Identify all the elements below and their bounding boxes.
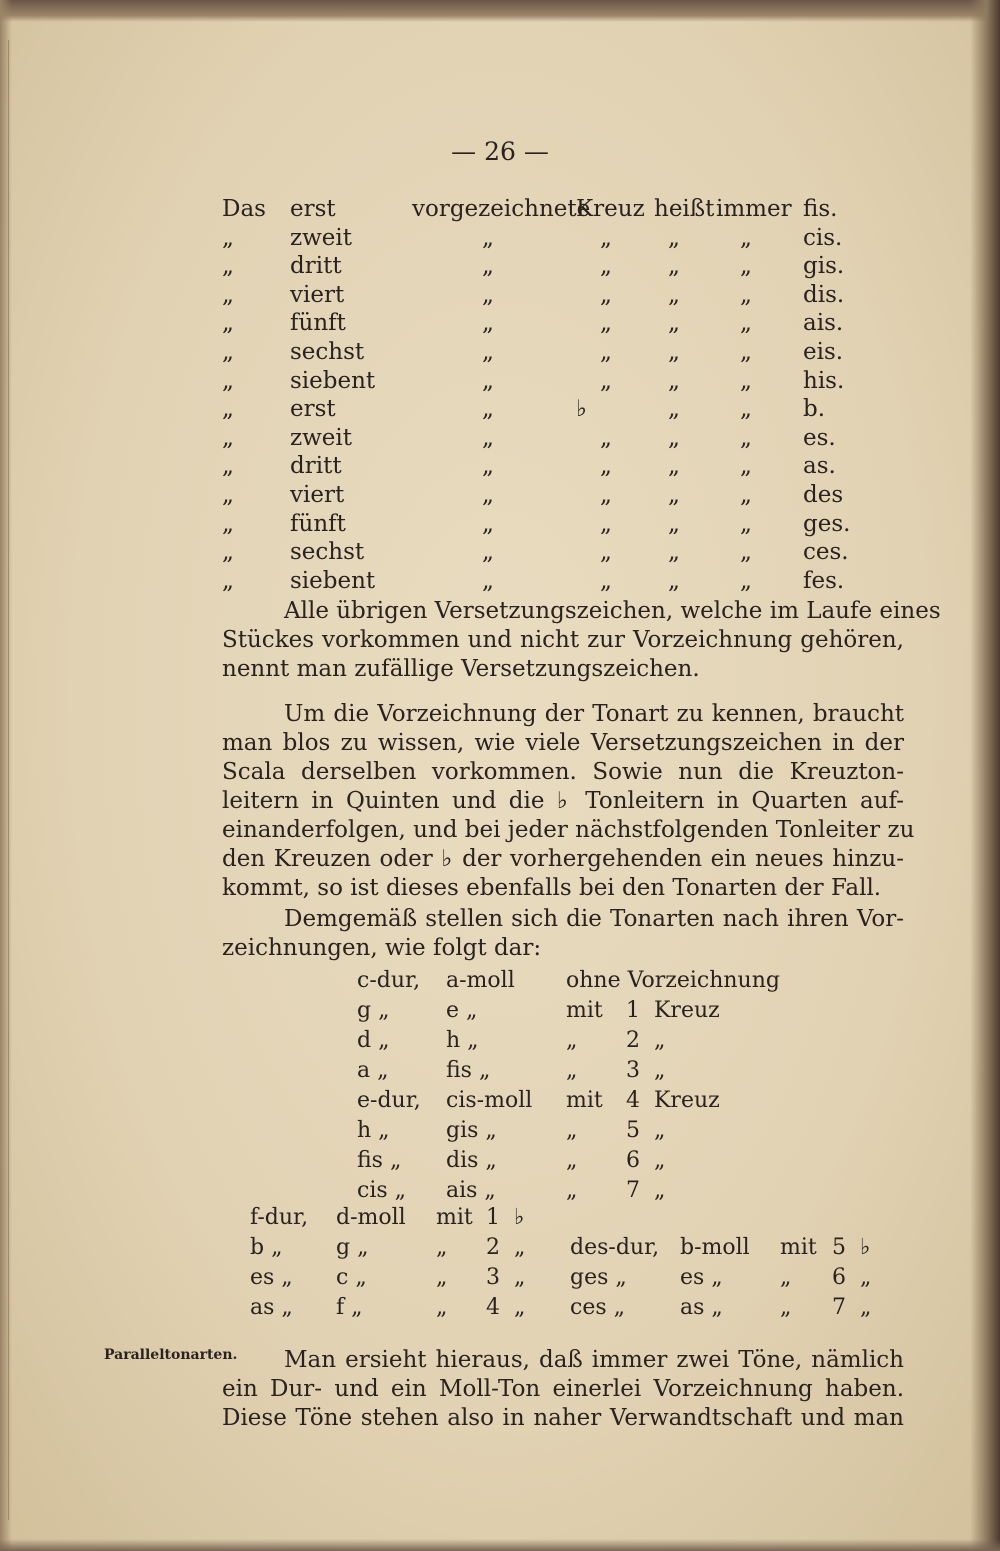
key-row-cell: „ bbox=[668, 281, 680, 308]
key-row-cell: „ bbox=[668, 396, 680, 423]
table-cell: „ bbox=[654, 1028, 666, 1053]
key-row-cell: dritt bbox=[290, 253, 342, 280]
table-cell: 2 bbox=[626, 1028, 640, 1053]
key-row-cell: „ bbox=[600, 310, 612, 337]
key-row-cell: „ bbox=[222, 224, 234, 251]
key-row-cell: „ bbox=[668, 482, 680, 508]
table-cell: „ bbox=[566, 1028, 578, 1053]
table-cell: g „ bbox=[336, 1235, 369, 1260]
table-cell: „ bbox=[514, 1295, 526, 1320]
key-row-cell: „ bbox=[482, 539, 494, 566]
key-row-cell: „ bbox=[482, 424, 494, 451]
key-row-cell: Kreuz bbox=[576, 196, 645, 222]
table-cell: cis-moll bbox=[446, 1088, 533, 1113]
key-row-cell: erst bbox=[290, 396, 336, 423]
table-cell: ♭ bbox=[860, 1235, 871, 1260]
key-row-cell: „ bbox=[222, 310, 234, 337]
key-row-cell: dis. bbox=[803, 281, 845, 308]
key-row-cell: immer bbox=[716, 196, 792, 222]
key-row-cell: „ bbox=[668, 424, 680, 451]
key-row-cell: fünft bbox=[290, 510, 346, 537]
table-cell: 4 bbox=[486, 1295, 500, 1320]
table-cell: 7 bbox=[832, 1295, 846, 1320]
table-cell: „ bbox=[436, 1295, 448, 1320]
page-number: — 26 — bbox=[451, 137, 549, 166]
table-cell: Kreuz bbox=[654, 1088, 720, 1113]
key-row-cell: „ bbox=[222, 424, 234, 451]
table-cell: mit bbox=[566, 998, 603, 1023]
key-row-cell: heißt bbox=[654, 196, 715, 222]
key-row-cell: „ bbox=[482, 339, 494, 365]
key-row-cell: „ bbox=[482, 396, 494, 423]
text-line: kommt, so ist dieses ebenfalls bei den Tonarten der Fall. bbox=[222, 875, 882, 901]
table-cell: 5 bbox=[832, 1235, 846, 1260]
key-row-cell: „ bbox=[482, 367, 494, 394]
key-row-cell: sechst bbox=[290, 339, 365, 365]
text-line: Diese Töne stehen also in naher Verwandtschaft und man bbox=[222, 1405, 904, 1431]
table-cell: „ bbox=[436, 1235, 448, 1260]
key-row-cell: „ bbox=[600, 510, 612, 537]
key-row-cell: „ bbox=[600, 453, 612, 480]
key-row-cell: erst bbox=[290, 196, 336, 222]
table-cell: 6 bbox=[832, 1265, 846, 1290]
key-row-cell: fis. bbox=[803, 196, 838, 222]
text-line: Man ersieht hieraus, daß immer zwei Töne, nämlich bbox=[284, 1347, 904, 1373]
text-line: Scala derselben vorkommen. Sowie nun die Kreuzton- bbox=[222, 759, 904, 785]
key-row-cell: dritt bbox=[290, 453, 342, 480]
key-row-cell: Das bbox=[222, 196, 266, 222]
key-row-cell: „ bbox=[668, 453, 680, 480]
table-cell: ohne Vorzeichnung bbox=[566, 968, 780, 993]
table-cell: h „ bbox=[446, 1028, 479, 1053]
key-row-cell: „ bbox=[740, 396, 752, 423]
table-cell: ♭ bbox=[514, 1205, 525, 1230]
table-cell: „ bbox=[780, 1295, 792, 1320]
table-cell: b-moll bbox=[680, 1235, 750, 1260]
key-row-cell: „ bbox=[668, 510, 680, 537]
text-line: zeichnungen, wie folgt dar: bbox=[222, 935, 542, 961]
key-row-cell: „ bbox=[740, 339, 752, 365]
key-row-cell: ges. bbox=[803, 510, 851, 537]
key-row-cell: „ bbox=[222, 453, 234, 480]
table-cell: mit bbox=[780, 1235, 817, 1260]
key-row-cell: „ bbox=[740, 482, 752, 508]
text-line: Stückes vorkommen und nicht zur Vorzeichnung gehören, bbox=[222, 627, 904, 653]
table-cell: ais „ bbox=[446, 1178, 496, 1203]
key-row-cell: „ bbox=[222, 510, 234, 537]
key-row-cell: „ bbox=[740, 539, 752, 566]
paragraph-demgemaess bbox=[222, 905, 904, 963]
key-row-cell: fes. bbox=[803, 567, 845, 594]
key-row-cell: eis. bbox=[803, 339, 844, 365]
key-row-cell: „ bbox=[740, 567, 752, 594]
key-row-cell: siebent bbox=[290, 567, 376, 594]
key-row-cell: „ bbox=[600, 482, 612, 508]
key-row-cell: „ bbox=[482, 310, 494, 337]
table-cell: „ bbox=[654, 1148, 666, 1173]
key-row-cell: „ bbox=[222, 396, 234, 423]
table-cell: es „ bbox=[250, 1265, 293, 1290]
table-cell: „ bbox=[514, 1235, 526, 1260]
key-row-cell: cis. bbox=[803, 224, 843, 251]
key-row-cell: „ bbox=[482, 453, 494, 480]
table-cell: Kreuz bbox=[654, 998, 720, 1023]
table-cell: c „ bbox=[336, 1265, 367, 1290]
table-cell: c-dur, bbox=[357, 968, 421, 993]
paragraph-alle bbox=[222, 597, 941, 684]
key-row-cell: „ bbox=[668, 539, 680, 566]
text-line: man blos zu wissen, wie viele Versetzungszeichen in der bbox=[222, 730, 904, 756]
key-row-cell: des bbox=[803, 482, 844, 508]
text-line: nennt man zufällige Versetzungszeichen. bbox=[222, 656, 700, 682]
text-line: Um die Vorzeichnung der Tonart zu kennen, braucht bbox=[284, 701, 904, 727]
table-cell: „ bbox=[860, 1295, 872, 1320]
key-row-cell: es. bbox=[803, 424, 836, 451]
key-row-cell: „ bbox=[222, 253, 234, 280]
page-top-edge bbox=[0, 0, 1000, 22]
table-cell: „ bbox=[514, 1265, 526, 1290]
page-bottom-edge bbox=[0, 1539, 1000, 1551]
table-cell: „ bbox=[566, 1178, 578, 1203]
key-row-cell: „ bbox=[600, 367, 612, 394]
text-line: den Kreuzen oder ♭ der vorhergehenden ein neues hinzu- bbox=[222, 846, 904, 872]
table-cell: as „ bbox=[250, 1295, 293, 1320]
text-line: einanderfolgen, und bei jeder nächstfolgenden Tonleiter zu bbox=[222, 817, 915, 843]
table-cell: dis „ bbox=[446, 1148, 497, 1173]
key-row-cell: „ bbox=[600, 224, 612, 251]
key-row-cell: siebent bbox=[290, 367, 376, 394]
key-row-cell: „ bbox=[482, 281, 494, 308]
text-line: leitern in Quinten und die ♭ Tonleitern in Quarten auf- bbox=[222, 788, 904, 814]
table-cell: 5 bbox=[626, 1118, 640, 1143]
key-row-cell: b. bbox=[803, 396, 826, 423]
key-row-cell: „ bbox=[482, 510, 494, 537]
key-row-cell: viert bbox=[290, 281, 345, 308]
table-cell: 3 bbox=[486, 1265, 500, 1290]
key-row-cell: „ bbox=[740, 367, 752, 394]
key-row-cell: „ bbox=[740, 510, 752, 537]
paragraph-um bbox=[222, 700, 915, 903]
table-cell: as „ bbox=[680, 1295, 723, 1320]
key-row-cell: „ bbox=[600, 424, 612, 451]
table-cell: g „ bbox=[357, 998, 390, 1023]
key-row-cell: zweit bbox=[290, 424, 353, 451]
key-row-cell: „ bbox=[482, 253, 494, 280]
key-row-cell: „ bbox=[740, 224, 752, 251]
text-line: Demgemäß stellen sich die Tonarten nach ihren Vor- bbox=[284, 906, 904, 932]
page-right-edge bbox=[970, 0, 1000, 1551]
table-cell: h „ bbox=[357, 1118, 390, 1143]
key-row-cell: „ bbox=[600, 281, 612, 308]
key-row-cell: „ bbox=[600, 567, 612, 594]
table-cell: d-moll bbox=[336, 1205, 406, 1230]
key-row-cell: as. bbox=[803, 453, 836, 480]
table-cell: fis „ bbox=[446, 1058, 491, 1083]
table-cell: e-dur, bbox=[357, 1088, 421, 1113]
table-cell: cis „ bbox=[357, 1178, 407, 1203]
table-cell: 1 bbox=[486, 1205, 500, 1230]
table-cell: „ bbox=[654, 1118, 666, 1143]
key-row-cell: „ bbox=[222, 339, 234, 365]
key-row-cell: „ bbox=[740, 310, 752, 337]
table-cell: d „ bbox=[357, 1028, 390, 1053]
key-row-cell: „ bbox=[222, 567, 234, 594]
key-row-cell: ♭ bbox=[576, 396, 587, 423]
table-cell: 4 bbox=[626, 1088, 640, 1113]
key-row-cell: zweit bbox=[290, 224, 353, 251]
table-cell: a „ bbox=[357, 1058, 389, 1083]
table-cell: ces „ bbox=[570, 1295, 626, 1320]
table-cell: 7 bbox=[626, 1178, 640, 1203]
table-cell: „ bbox=[566, 1118, 578, 1143]
table-cell: „ bbox=[436, 1265, 448, 1290]
table-cell: b „ bbox=[250, 1235, 283, 1260]
key-row-cell: „ bbox=[668, 253, 680, 280]
table-cell: f „ bbox=[336, 1295, 363, 1320]
page-left-edge bbox=[0, 0, 12, 1551]
table-cell: f-dur, bbox=[250, 1205, 309, 1230]
table-cell: des-dur, bbox=[570, 1235, 660, 1260]
key-row-cell: „ bbox=[740, 453, 752, 480]
table-cell: e „ bbox=[446, 998, 478, 1023]
table-cell: 3 bbox=[626, 1058, 640, 1083]
key-row-cell: gis. bbox=[803, 253, 845, 280]
key-row-cell: sechst bbox=[290, 539, 365, 566]
key-row-cell: „ bbox=[222, 281, 234, 308]
key-row-cell: his. bbox=[803, 367, 845, 394]
key-row-cell: „ bbox=[740, 424, 752, 451]
key-row-cell: vorgezeichnete bbox=[412, 196, 591, 222]
text-line: Alle übrigen Versetzungszeichen, welche im Laufe eines bbox=[284, 598, 941, 624]
key-row-cell: „ bbox=[222, 539, 234, 566]
key-row-cell: „ bbox=[482, 224, 494, 251]
paragraph-man bbox=[222, 1346, 904, 1433]
key-row-cell: „ bbox=[600, 253, 612, 280]
table-cell: 2 bbox=[486, 1235, 500, 1260]
key-row-cell: „ bbox=[668, 310, 680, 337]
key-row-cell: „ bbox=[740, 253, 752, 280]
gutter-line bbox=[8, 40, 9, 1520]
key-row-cell: „ bbox=[668, 224, 680, 251]
key-row-cell: „ bbox=[482, 567, 494, 594]
table-cell: „ bbox=[654, 1178, 666, 1203]
table-cell: „ bbox=[780, 1265, 792, 1290]
table-cell: 1 bbox=[626, 998, 640, 1023]
table-cell: 6 bbox=[626, 1148, 640, 1173]
table-cell: „ bbox=[654, 1058, 666, 1083]
key-row-cell: fünft bbox=[290, 310, 346, 337]
table-cell: gis „ bbox=[446, 1118, 497, 1143]
key-row-cell: „ bbox=[600, 339, 612, 365]
table-cell: a-moll bbox=[446, 968, 515, 993]
table-cell: ges „ bbox=[570, 1265, 627, 1290]
key-row-cell: „ bbox=[222, 367, 234, 394]
key-row-cell: „ bbox=[600, 539, 612, 566]
table-cell: es „ bbox=[680, 1265, 723, 1290]
table-cell: fis „ bbox=[357, 1148, 402, 1173]
table-cell: „ bbox=[566, 1148, 578, 1173]
key-row-cell: viert bbox=[290, 482, 345, 508]
text-line: ein Dur- und ein Moll-Ton einerlei Vorzeichnung haben. bbox=[222, 1376, 904, 1402]
table-cell: „ bbox=[860, 1265, 872, 1290]
table-cell: „ bbox=[566, 1058, 578, 1083]
key-row-cell: „ bbox=[668, 339, 680, 365]
key-row-cell: „ bbox=[482, 482, 494, 508]
key-row-cell: „ bbox=[668, 367, 680, 394]
table-cell: mit bbox=[436, 1205, 473, 1230]
key-row-cell: „ bbox=[740, 281, 752, 308]
key-row-cell: ais. bbox=[803, 310, 844, 337]
margin-note: Paralleltonarten. bbox=[104, 1347, 238, 1363]
key-row-cell: ces. bbox=[803, 539, 849, 566]
key-row-cell: „ bbox=[668, 567, 680, 594]
table-cell: mit bbox=[566, 1088, 603, 1113]
key-row-cell: „ bbox=[222, 482, 234, 508]
